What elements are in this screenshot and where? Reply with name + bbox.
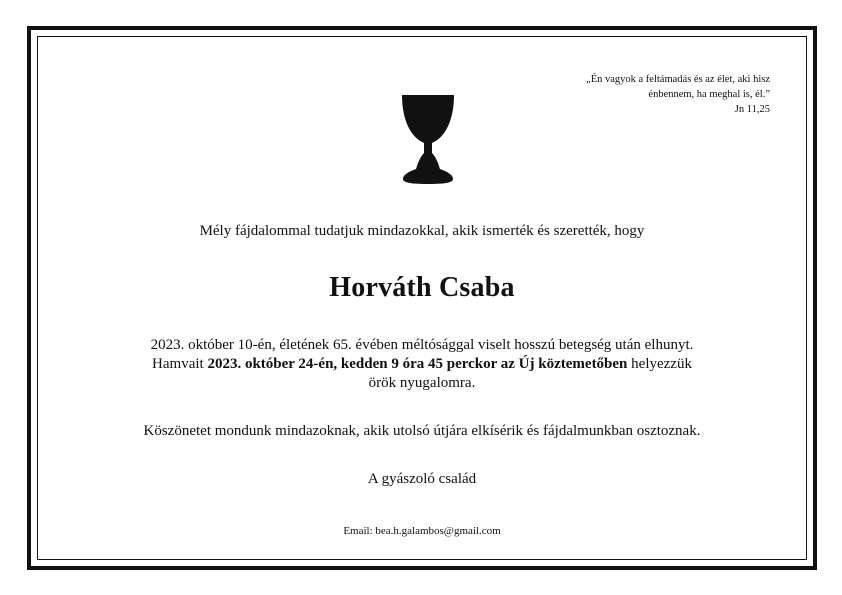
- quote-line-1: „Én vagyok a feltámadás és az élet, aki hisz: [586, 74, 770, 85]
- chalice-icon: [400, 93, 456, 185]
- announcement-line-3: örök nyugalomra.: [368, 375, 476, 391]
- quote-line-2: énbennem, ha meghal is, él.”: [648, 89, 770, 101]
- contact-email: Email: bea.h.galambos@gmail.com: [343, 525, 501, 537]
- quote-reference: Jn 11,25: [734, 104, 770, 116]
- intro-text: Mély fájdalommal tudatjuk mindazokkal, akik ismerték és szerették, hogy: [199, 223, 645, 239]
- outer-border-frame: [27, 26, 817, 570]
- funeral-date-details: 2023. október 24-én, kedden 9 óra 45 perckor az Új köztemetőben: [207, 356, 628, 372]
- announcement-line-2-prefix: Hamvait: [152, 356, 208, 372]
- family-signature: A gyászoló család: [367, 471, 477, 487]
- announcement-paragraph: [38, 336, 806, 393]
- thanks-text: Köszönetet mondunk mindazoknak, akik utolsó útjára elkísérik és fájdalmunkban osztoznak.: [143, 423, 701, 439]
- inner-border-frame: [37, 36, 807, 560]
- deceased-name: Horváth Csaba: [329, 272, 515, 303]
- bible-quote: [510, 72, 770, 118]
- announcement-line-2-suffix: helyezzük: [627, 356, 692, 372]
- announcement-line-1: 2023. október 10-én, életének 65. évében méltósággal viselt hosszú betegség után elhunyt.: [150, 337, 694, 353]
